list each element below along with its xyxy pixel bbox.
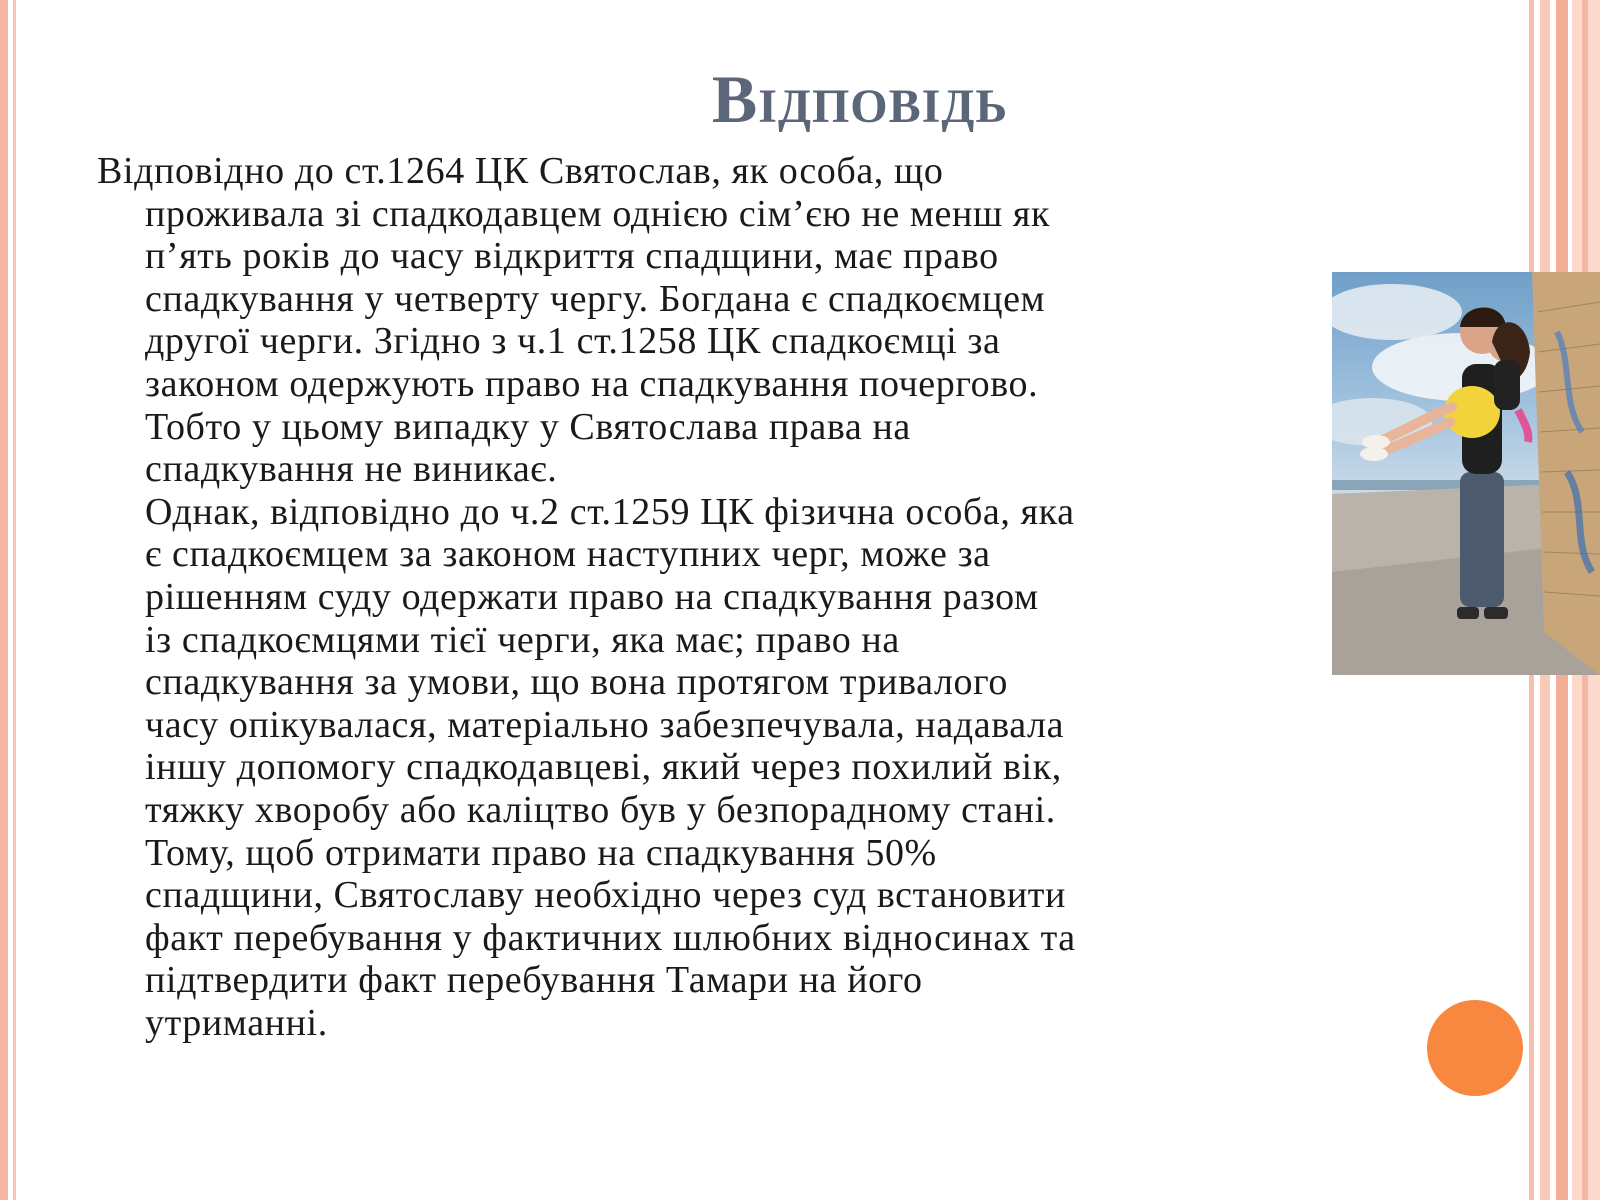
body-line: спадкування не виникає. <box>145 448 558 491</box>
body-line: законом одержують право на спадкування почергово. <box>145 362 1039 405</box>
frame-stripe-left-inner <box>13 0 16 1200</box>
body-line: рішенням суду одержати право на спадкування разом <box>145 575 1039 618</box>
body-line: із спадкоємцями тієї черги, яка має; право на <box>145 618 900 661</box>
body-line: Однак, відповідно до ч.2 ст.1259 ЦК фізична особа, яка <box>145 490 1075 533</box>
body-line: проживала зі спадкодавцем однією сім’єю не менш як <box>145 192 1051 235</box>
accent-circle <box>1427 1000 1523 1096</box>
body-line: часу опікувалася, матеріально забезпечувала, надавала <box>145 703 1065 746</box>
body-line: утриманні. <box>145 1001 328 1044</box>
body-line: спадкування у четверту чергу. Богдана є спадкоємцем <box>145 277 1046 320</box>
body-line: другої черги. Згідно з ч.1 ст.1258 ЦК спадкоємці за <box>145 320 1001 363</box>
body-line: є спадкоємцем за законом наступних черг, може за <box>145 533 991 576</box>
body-line: п’ять років до часу відкриття спадщини, має право <box>145 235 999 278</box>
body-line: факт перебування у фактичних шлюбних відносинах та <box>145 916 1076 959</box>
frame-stripe-left <box>0 0 8 1200</box>
body-line: тяжку хворобу або каліцтво був у безпорадному стані. <box>145 788 1056 831</box>
body-line: Відповідно до ст.1264 ЦК Святослав, як особа, що <box>97 150 944 192</box>
body-line: Тобто у цьому випадку у Святослава права на <box>145 405 911 448</box>
body-line: підтвердити факт перебування Тамари на його <box>145 959 923 1002</box>
body-line: Тому, щоб отримати право на спадкування 50% <box>145 831 937 874</box>
body-line: спадкування за умови, що вона протягом тривалого <box>145 661 1008 704</box>
body-paragraph <box>97 150 1357 1044</box>
body-line: спадщини, Святославу необхідно через суд встановити <box>145 874 1066 917</box>
couple-photo <box>1332 272 1600 675</box>
body-line: іншу допомогу спадкодавцеві, який через похилий вік, <box>145 746 1062 789</box>
slide-title: Відповідь <box>711 61 1009 137</box>
